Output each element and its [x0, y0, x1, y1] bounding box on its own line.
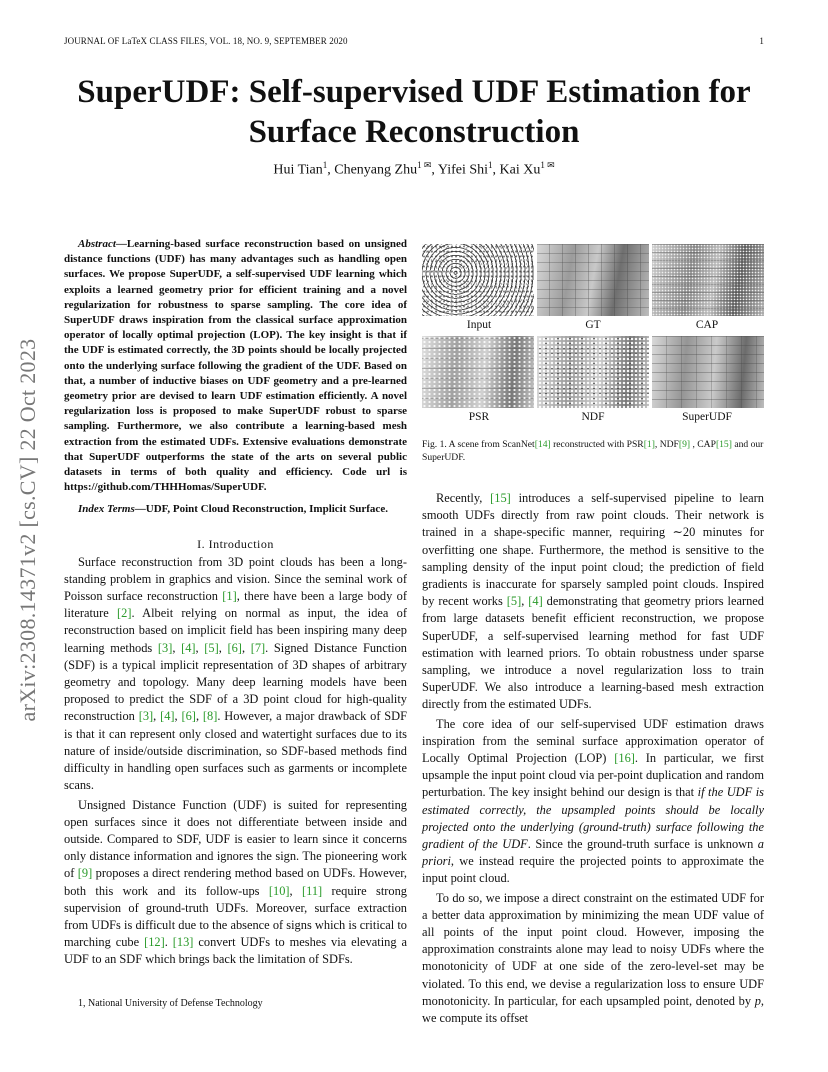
citation-link[interactable]: [4]: [528, 594, 543, 609]
arxiv-identifier: arXiv:2308.14371v2 [cs.CV] 22 Oct 2023: [15, 338, 40, 722]
index-terms: [64, 502, 407, 517]
superudf-reconstruction-image: [652, 336, 764, 408]
citation-link[interactable]: [13]: [172, 935, 194, 950]
author-affiliation: 1 ✉: [540, 160, 555, 170]
figure-image-row-top: [422, 244, 764, 316]
ndf-reconstruction-image: [537, 336, 649, 408]
citation-link[interactable]: [16]: [614, 751, 635, 766]
citation-link[interactable]: [9]: [77, 866, 93, 881]
citation-link[interactable]: [11]: [302, 883, 323, 898]
author-name: Kai Xu: [499, 162, 541, 178]
journal-name: JOURNAL OF LaTeX CLASS FILES, VOL. 18, NO. 9, SEPTEMBER 2020: [64, 36, 348, 46]
intro-paragraph-3: Recently, [15] introduces a self-supervised pipeline to learn smooth UDFs directly from raw point clouds. Their network is trained in a shape-specific manner, requiring ∼20 minutes for overfitting one shape. Furthermore, the method is sensitive to the sampling density of the input point cloud; the prediction of field gradients is inaccurate for sparsely sampled point clouds. Inspired by recent works [5], [4] demonstrating that geometry priors learned from large datasets benefit efficient reconstruction, we propose SuperUDF, a self-supervised learning method for fast UDF estimation with learned priors. To obtain robustness under sparse sampling, we introduce a novel regularization loss to train SuperUDF. We also introduce a learning-based mesh extraction directly from the estimated UDFs.: [422, 491, 765, 712]
index-terms-text: —UDF, Point Cloud Reconstruction, Implicit Surface.: [134, 503, 388, 516]
intro-paragraph-4: The core idea of our self-supervised UDF estimation draws inspiration from the seminal surface approximation operator of Locally Optimal Projection (LOP) [16]. In particular, we first upsample the input point cloud via per-point duplication and random perturbation. The key insight behind our design is that if the UDF is estimated correctly, the upsampled points should be locally projected onto the underlying (ground-truth) surface following the gradient of the UDF. Since the ground-truth surface is unknown a priori, we instead require the projected points to approximate the input point cloud.: [422, 716, 764, 886]
intro-paragraph-1: Surface reconstruction from 3D point clouds has been a long-standing problem in graphics and vision. Since the seminal work of Poisson surface reconstruction [1], there have been a large body of literature [2]. Albeit relying on normal as input, the idea of reconstruction based on implicit field has been inspiring many deep learning methods [3], [4], [5], [6], [7]. Signed Distance Function (SDF) is a typical implicit representation of 3D shapes of arbitrary geometry and topology. Many deep learning models have been proposed to predict the SDF of a 3D point cloud for high-quality reconstruction [3], [4], [6], [8]. However, a major drawback of SDF is that it can represent only closed and watertight surfaces due to its nature of inside/outside discrimination, so SDF-based methods find difficulty in handling open surfaces such as garments or incomplete scans.: [64, 554, 408, 793]
citation-link[interactable]: [8]: [202, 709, 218, 724]
page-number: 1: [759, 36, 764, 46]
citation-link[interactable]: [3]: [138, 709, 154, 724]
abstract-text: —Learning-based surface reconstruction based on unsigned distance functions (UDF) has many advantages such as handling open surfaces. We propose SuperUDF, a self-supervised UDF learning which exploits a learned geometry prior for efficient training and a novel regularization for robustness to sparse sampling. The core idea of SuperUDF draws inspiration from the classical surface approximation operator of locally optimal projection (LOP). The key insight is that if the UDF is estimated correctly, the 3D points should be locally projected onto the underlying surface following the gradient of the UDF. Based on that, a number of inductive biases on UDF geometry and a pre-learned geometry prior are devised to learn UDF estimation efficiently. A novel regularization loss is proposed to make SuperUDF robust to sparse sampling. Furthermore, we also contribute a learning-based mesh extraction from the estimated UDFs. Extensive evaluations demonstrate that SuperUDF outperforms the state of the arts on several public datasets in terms of both quality and efficiency. Code url is https://github.com/THHHomas/SuperUDF.: [64, 238, 407, 494]
right-column: [422, 244, 764, 1027]
figure-1: [422, 244, 764, 464]
section-heading: I. Introduction: [197, 536, 274, 551]
intro-paragraph-5: To do so, we impose a direct constraint on the estimated UDF for a better data approximation by minimizing the mean UDF value of all points of the input point cloud. However, imposing the approximation constraints alone may lead to noisy UDFs where the monotonicity of UDF at one side of the zero-level-set may be violated. To this end, we devise a regularization loss to ensure UDF monotonicity. In particular, for each upsampled point, denoted by p, we compute its offset: [422, 890, 764, 1026]
figure-label: SuperUDF: [682, 411, 732, 423]
figure-image-row-bottom: [422, 336, 764, 408]
abstract-label: Abstract: [78, 238, 116, 250]
citation-link[interactable]: [5]: [204, 640, 219, 655]
citation-link[interactable]: [1]: [643, 439, 655, 450]
figure-label: Input: [466, 319, 492, 331]
figure-label: GT: [585, 319, 601, 331]
left-column: [64, 237, 407, 969]
citation-link[interactable]: [12]: [144, 935, 165, 950]
author-affiliation: 1: [322, 160, 328, 170]
key-insight: if the UDF is estimated correctly, the upsampled points should be locally projected onto the underlying (ground-truth) surface following the gradient of the UDF: [422, 785, 764, 852]
index-terms-label: Index Terms: [78, 503, 135, 516]
author-affiliation: 1 ✉: [417, 160, 432, 170]
author-name: Chenyang Zhu: [334, 162, 418, 178]
figure-label: CAP: [695, 319, 719, 331]
figure-label: PSR: [468, 411, 490, 423]
citation-link[interactable]: [9]: [678, 439, 691, 450]
citation-link[interactable]: [5]: [506, 594, 522, 609]
cap-reconstruction-image: [652, 244, 764, 316]
figure-caption: Fig. 1. A scene from ScanNet[14] reconstructed with PSR[1], NDF[9] , CAP[15] and our SuperUDF.: [422, 439, 764, 463]
citation-link[interactable]: [4]: [160, 709, 175, 724]
intro-paragraph-2: Unsigned Distance Function (UDF) is suited for representing open surfaces since it does not differentiate between inside and outside. Compared to SDF, UDF is easier to learn since it concerns only distance information and ignores the sign. The pioneering work of [9] proposes a direct rendering method based on UDFs. However, both this work and its follow-ups [10], [11] require strong supervision of ground-truth UDFs. Moreover, surface extraction from UDFs is difficult due to the absence of signs which is critical to marching cube [12]. [13] convert UDFs to meshes via elevating a UDF to an SDF which brings back the limitation of SDFs.: [64, 797, 407, 967]
citation-link[interactable]: [4]: [181, 640, 196, 655]
citation-link[interactable]: [10]: [268, 883, 290, 898]
citation-link[interactable]: [6]: [181, 709, 196, 724]
figure-labels-bottom: [422, 408, 764, 428]
psr-reconstruction-image: [422, 336, 534, 408]
author-name: Yifei Shi: [437, 162, 489, 178]
citation-link[interactable]: [14]: [534, 439, 551, 450]
input-point-cloud-image: [422, 244, 534, 316]
citation-link[interactable]: [15]: [715, 439, 732, 450]
citation-link[interactable]: [6]: [227, 640, 242, 655]
abstract: [64, 237, 407, 495]
figure-labels-top: [422, 316, 764, 336]
citation-link[interactable]: [15]: [490, 491, 511, 505]
figure-label: NDF: [581, 411, 605, 423]
footnote: 1, National University of Defense Technology: [78, 998, 263, 1009]
citation-link[interactable]: [3]: [157, 640, 173, 655]
running-header: [64, 36, 764, 46]
citation-link[interactable]: [7]: [250, 640, 266, 655]
arxiv-stamp: [8, 290, 48, 770]
paper-title: SuperUDF: Self-supervised UDF Estimation for Surface Reconstruction: [77, 74, 751, 150]
right-body: [422, 490, 764, 1027]
citation-link[interactable]: [1]: [222, 589, 237, 604]
author-list: Hui Tian$^1$, Chenyang Zhu$^{1 ✉}$, Yifei Shi$^1$, Kai $Xu^{1 ✉}$: [273, 160, 555, 178]
citation-link[interactable]: [2]: [117, 606, 132, 621]
author-affiliation: 1: [488, 160, 493, 170]
gt-reconstruction-image: [537, 244, 649, 316]
author-name: Hui Tian: [273, 162, 323, 178]
